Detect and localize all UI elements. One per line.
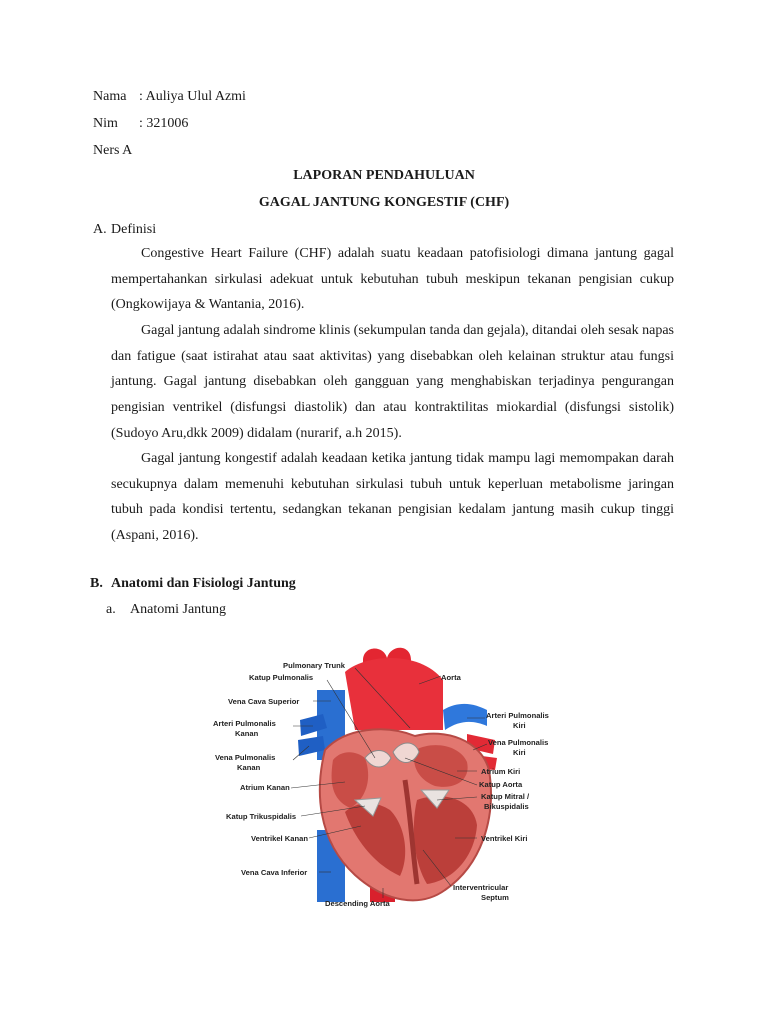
section-b-letter: B.: [90, 576, 103, 591]
label-vena-pulmonalis-kiri-1: Vena Pulmonalis: [488, 738, 549, 747]
heart-anatomy-diagram: [205, 640, 575, 915]
label-vena-cava-inferior: Vena Cava Inferior: [241, 868, 308, 877]
name-label: Nama: [93, 89, 127, 104]
label-vena-pulmonalis-kanan-2: Kanan: [237, 763, 261, 772]
label-arteri-pulmonalis-kanan-2: Kanan: [235, 729, 259, 738]
label-katup-aorta: Katup Aorta: [479, 780, 523, 789]
name-value: : Auliya Ulul Azmi: [139, 89, 246, 104]
section-a-heading: [93, 221, 157, 239]
definition-paragraph-2: Gagal jantung adalah sindrome klinis (sekumpulan tanda dan gejala), ditandai oleh sesak napas dan fatigue (saat istirahat atau saat aktivitas) yang disebabkan oleh kelainan struktur atau fungsi jantung. Gagal jantung disebabkan oleh gangguan yang menghabiskan terjadinya pengurangan pengisian ventrikel (disfungsi diastolik) dan atau kontraktilitas miokardial (disfungsi sistolik) (Sudoyo Aru,dkk 2009) didalam (nurarif, a.h 2015).: [111, 323, 675, 441]
label-katup-pulmonalis: Katup Pulmonalis: [249, 673, 314, 682]
label-ventrikel-kiri: Ventrikel Kiri: [481, 834, 528, 843]
definition-paragraph-3: Gagal jantung kongestif adalah keadaan ketika jantung tidak mampu lagi memompakan darah secukupnya dalam memenuhi kebutuhan sirkulasi tubuh untuk keperluan metabolisme jaringan tubuh pada kondisi tertentu, sedangkan tekanan pengisian kedalam jantung masih cukup tinggi (Aspani, 2016).: [111, 451, 674, 544]
subsection-a-letter: a.: [106, 602, 116, 617]
label-ventrikel-kanan: Ventrikel Kanan: [251, 834, 308, 843]
label-pulmonary-trunk: Pulmonary Trunk: [283, 661, 346, 670]
label-interventricular-1: Interventricular: [453, 883, 509, 892]
left-ventricle-chamber: [414, 796, 477, 884]
label-katup-mitral-1: Katup Mitral /: [481, 792, 530, 801]
section-a-title: Definisi: [111, 222, 157, 237]
label-interventricular-2: Septum: [481, 893, 509, 902]
subsection-a-heading: [106, 601, 227, 619]
arteri-pulmonalis-kiri-vessel: [443, 704, 487, 730]
nim-value: : 321006: [139, 116, 189, 131]
label-vena-pulmonalis-kanan-1: Vena Pulmonalis: [215, 753, 276, 762]
report-subtitle: GAGAL JANTUNG KONGESTIF (CHF): [258, 195, 510, 210]
label-atrium-kanan: Atrium Kanan: [240, 783, 290, 792]
label-descending-aorta: Descending Aorta: [325, 899, 390, 908]
label-katup-trikuspidalis: Katup Trikuspidalis: [226, 812, 297, 821]
label-arteri-pulmonalis-kiri-1: Arteri Pulmonalis: [486, 711, 549, 720]
aorta-vessel: [345, 658, 443, 730]
label-atrium-kiri: Atrium Kiri: [481, 767, 521, 776]
section-b-title: Anatomi dan Fisiologi Jantung: [111, 576, 296, 591]
subsection-a-title: Anatomi Jantung: [130, 602, 227, 617]
report-title: LAPORAN PENDAHULUAN: [293, 168, 475, 183]
label-vena-cava-superior: Vena Cava Superior: [228, 697, 300, 706]
heart-illustration: [205, 640, 575, 915]
label-arteri-pulmonalis-kiri-2: Kiri: [513, 721, 526, 730]
label-vena-pulmonalis-kiri-2: Kiri: [513, 748, 526, 757]
label-katup-mitral-2: Bikuspidalis: [484, 802, 529, 811]
label-arteri-pulmonalis-kanan-1: Arteri Pulmonalis: [213, 719, 276, 728]
nim-label: Nim: [93, 116, 118, 131]
section-b-heading: [90, 575, 296, 593]
definition-paragraph-1: Congestive Heart Failure (CHF) adalah suatu keadaan patofisiologi dimana jantung gagal mempertahankan sirkulasi adekuat untuk kebutuhan tubuh meskipun tekanan pengisian cukup (Ongkowijaya & Wantania, 2016).: [111, 246, 674, 313]
label-aorta: Aorta: [441, 673, 461, 682]
class-label: Ners A: [93, 143, 133, 158]
section-a-letter: A.: [93, 222, 107, 237]
